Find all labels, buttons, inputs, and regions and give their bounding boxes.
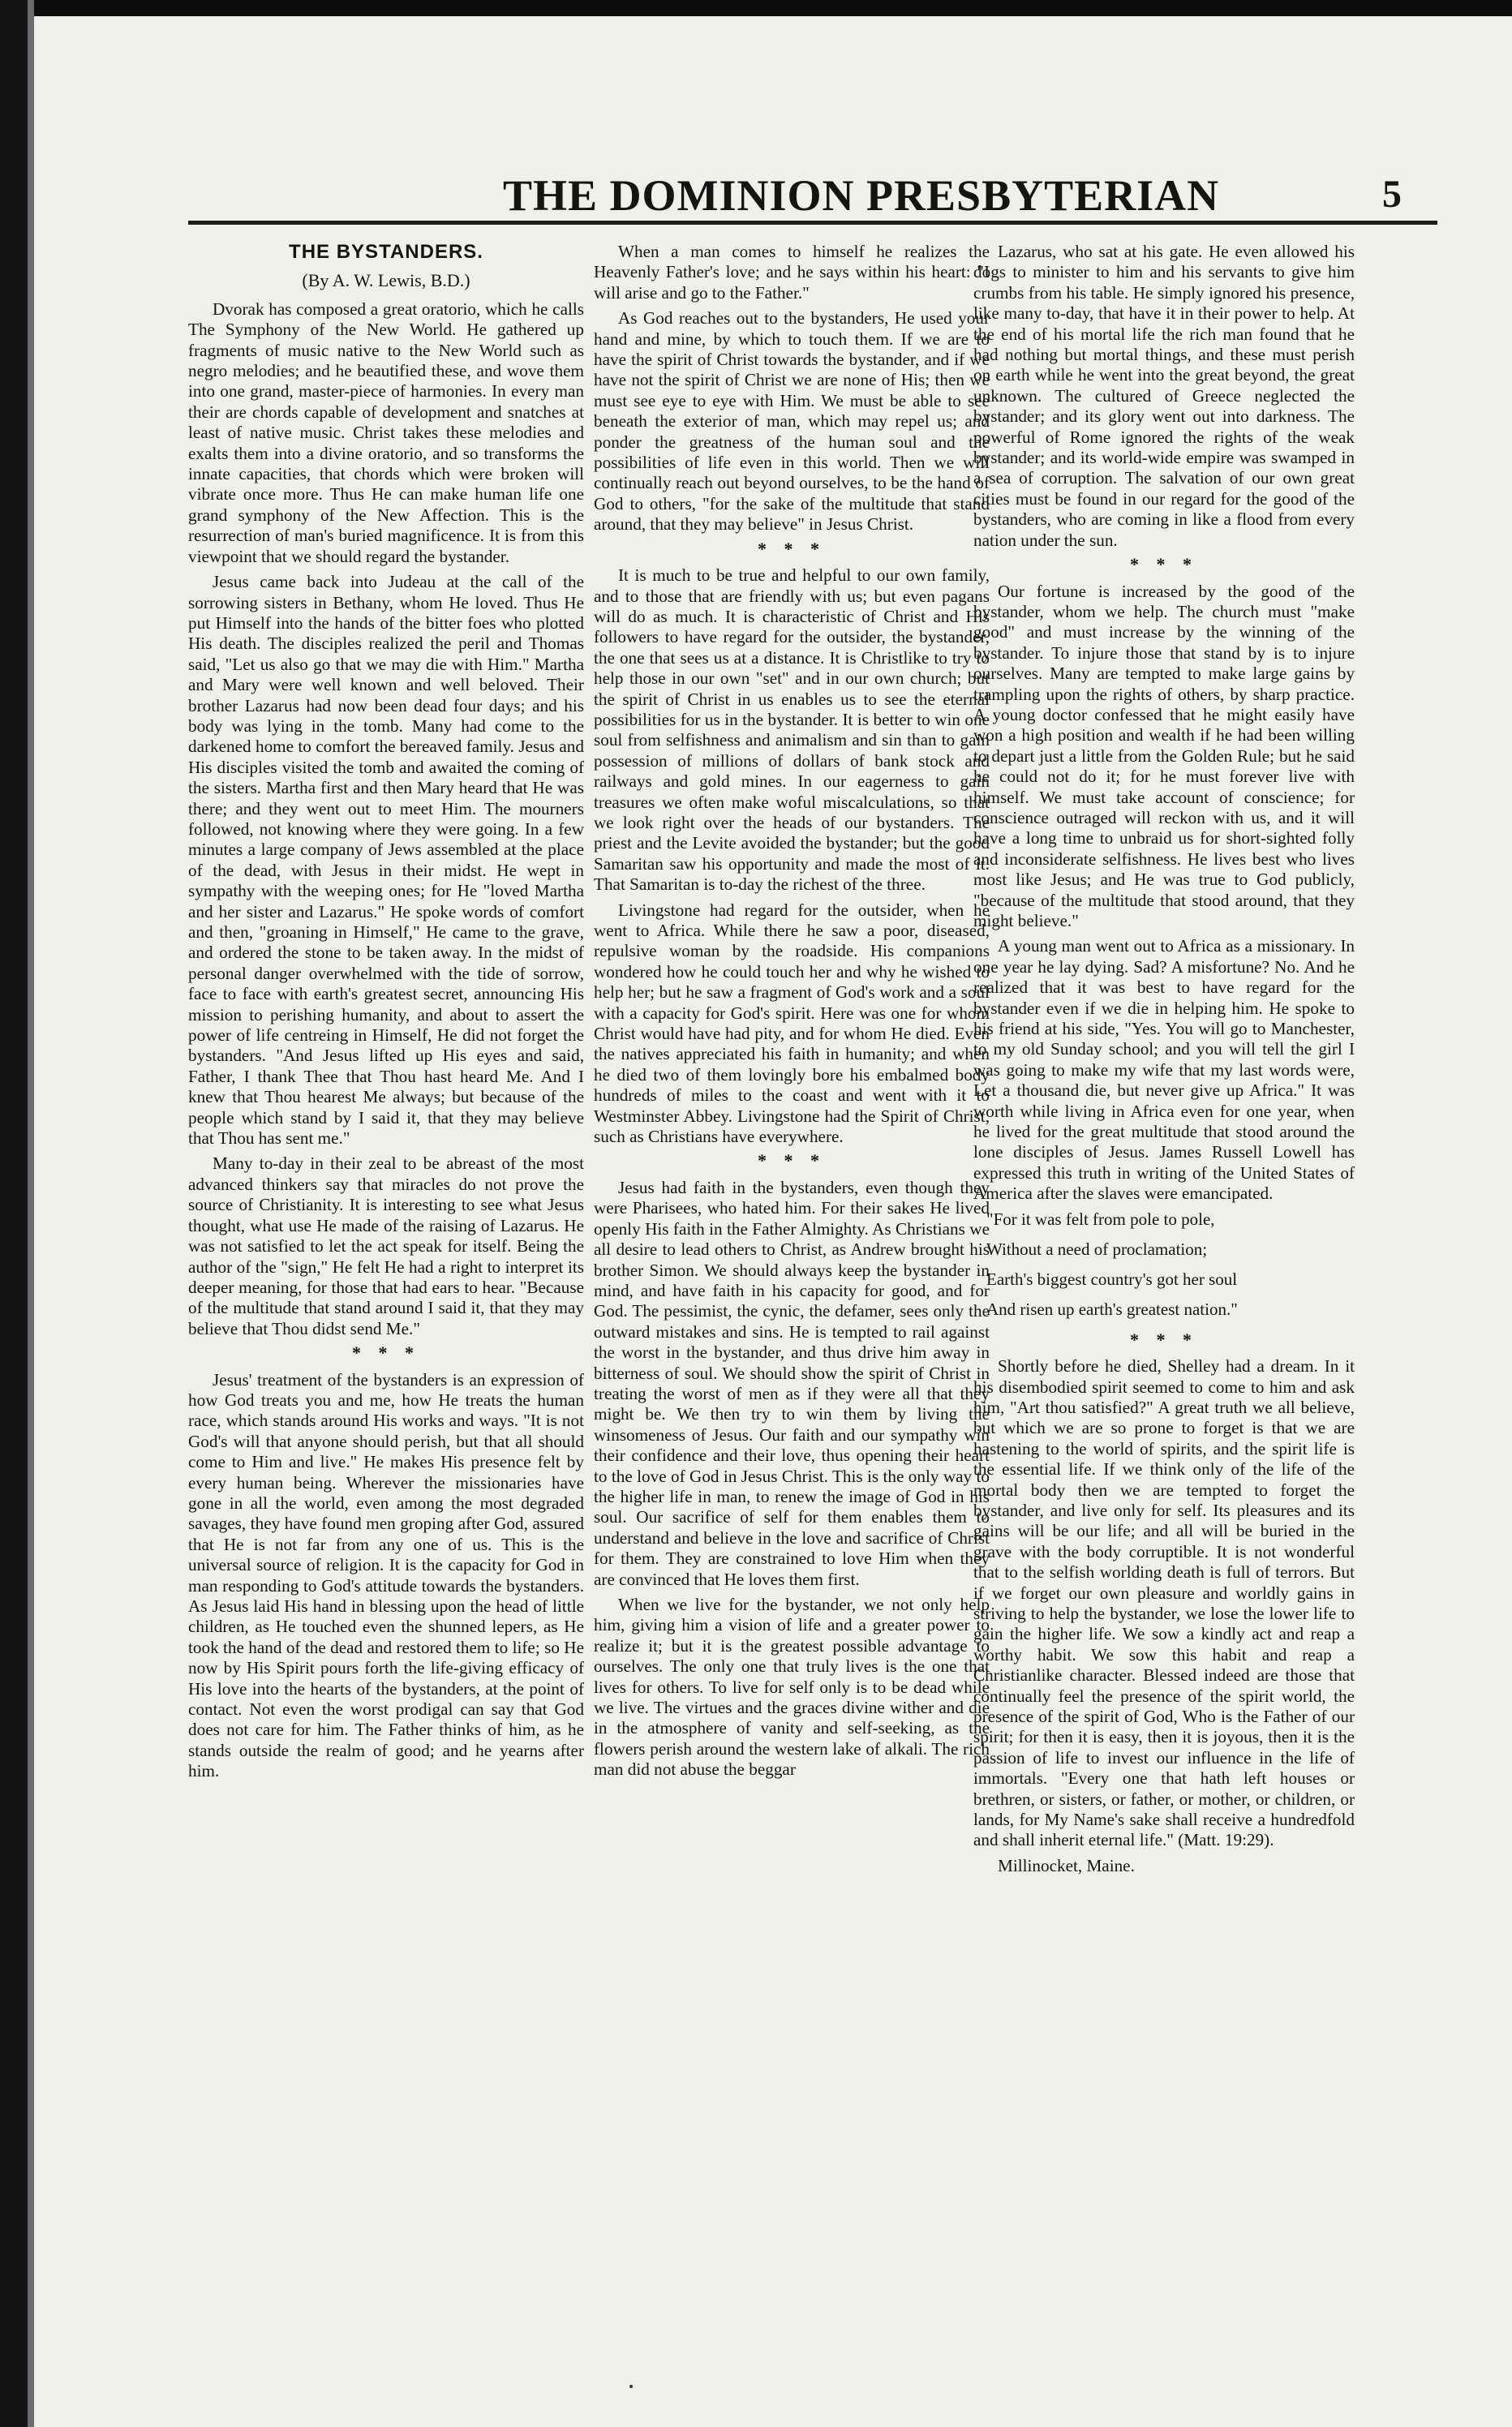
poem-line: Earth's biggest country's got her soul [986, 1269, 1238, 1289]
paragraph: Lazarus, who sat at his gate. He even allowed his dogs to minister to him and his servants to give him crumbs from his table. He simply ignored his presence, like many to-day, that have it in their power to help. At the end of his mortal life the rich man found that he had nothing but mortal things, and these must perish on earth while he went into the great beyond, the great unknown. The cultured of Greece neglected the bystander; and its glory went out into darkness. The powerful of Rome ignored the rights of the weak bystander; and its world-wide empire was swamped in a sea of corruption. The salvation of our own great cities must be found in our regard for the good of the bystanders, who are coming in like a flood from every nation under the sun. [973, 242, 1355, 550]
masthead-rule [188, 221, 1437, 225]
paragraph: When we live for the bystander, we not only help him, giving him a vision of life and a greater power to realize it; but it is the greatest possible advantage to ourselves. The only one that truly lives is the one that lives for others. To live for self only is to be dead while we live. The virtues and the graces divine wither and die in the atmosphere of vanity and self-seeking, as the flowers perish around the western lake of alkali. The rich man did not abuse the beggar [594, 1595, 990, 1780]
section-separator: * * * [758, 1150, 826, 1171]
scan-top-border [0, 0, 1512, 16]
column-1 [188, 242, 584, 2318]
paragraph: Jesus' treatment of the bystanders is an expression of how God treats you and me, how He treats the human race, which stands around His works and ways. "It is not God's will that anyone should perish, but that all should come to Him and live." He makes His presence felt by every human being. Wherever the missionaries have gone in all the world, even among the most degraded savages, they have found men groping after God, assured that He is not far from any one of us. This is the universal source of religion. It is the capacity for God in man responding to God's attitude towards the bystanders. As Jesus laid His hand in blessing upon the head of little children, as He touched even the shunned lepers, as He took the hand of the dead and restored them to life; so He now by His Spirit pours forth the life-giving efficacy of His love into the hearts of the bystanders, at the point of contact. Not even the worst prodigal can say that God does not care for him. The Father thinks of him, as he stands outside the realm of good; and he yearns after him. [188, 1369, 584, 1781]
masthead-title: THE DOMINION PRESBYTERIAN [503, 171, 1220, 220]
scan-left-edge [28, 0, 34, 2427]
author-location: Millinocket, Maine. [998, 1855, 1135, 1875]
section-separator: * * * [1130, 554, 1198, 575]
paragraph: As God reaches out to the bystanders, He used your hand and mine, by which to touch them. If we are to have the spirit of Christ towards the bystander, and if we have not the spirit of Christ we are none of His; then we must see eye to eye with Him. We must be able to see beneath the exterior of man, which may repel us; and ponder the greatness of the human soul and the possibilities of life even in this world. Then we will continually reach out beyond ourselves, to be the hand of God to others, "for the sake of the multitude that stand around, that they may believe" in Jesus Christ. [594, 308, 990, 535]
section-separator: * * * [1130, 1329, 1198, 1350]
article-title: THE BYSTANDERS. [289, 242, 483, 263]
paragraph: Jesus had faith in the bystanders, even though they were Pharisees, who hated him. For their sakes He lived openly His faith in the Father Almighty. As Christians we all desire to lead others to Christ, as Andrew brought his brother Simon. We should always keep the bystander in mind, and have faith in his capacity for good, and for God. The pessimist, the cynic, the defamer, sees only the outward mistakes and sins. He is tempted to rail against the worst in the bystander, and thus drive him away in bitterness of soul. We should show the spirit of Christ in treating the worst of men as if they were all that they might be. We then try to win them by living the winsomeness of Jesus. Our faith and our sympathy win their confidence and their love, thus opening their heart to the love of God in Jesus Christ. This is the only way to the higher life in man, to renew the image of God in his soul. Our sacrifice of self for them enables them to understand and believe in the love and sacrifice of Christ for them. They are constrained to love Him when they are convinced that He loves them first. [594, 1177, 990, 1589]
paragraph: Our fortune is increased by the good of the bystander, whom we help. The church must "make good" and must increase by the winning of the bystander. To injure those that stand by is to injure ourselves. Many are tempted to make large gains by trampling upon the rights of others, by sharp practice. A young doctor confessed that he might easily have won a high position and wealth if he had been willing to depart just a little from the Golden Rule; but he said he could not do it; for he must forever live with himself. We must take account of conscience; for conscience outraged will reckon with us, and it will have a long time to unbraid us for short-sighted folly and inconsiderate selfishness. He lives best who lives most like Jesus; and He was true to God publicly, "because of the multitude that stood around, that they might believe." [973, 581, 1355, 930]
page-number: 5 [1382, 173, 1402, 216]
paragraph: A young man went out to Africa as a missionary. In one year he lay dying. Sad? A misfortune? No. And he realized that it was best to have regard for the bystander even if we die in helping him. He spoke to his friend at his side, "Yes. You will go to Manchester, to my old Sunday school; and you will tell the girl I was going to make my wife that my last words were, Let a thousand die, but never give up Africa." It was worth while living in Africa even for one year, when he lived for the great multitude that stood around the lone disciples of Jesus. James Russell Lowell has expressed this truth in writing of the United States of America after the slaves were emancipated. [973, 936, 1355, 1204]
paragraph: Livingstone had regard for the outsider, when he went to Africa. While there he saw a poor, diseased, repulsive woman by the roadside. His companions wondered how he could touch her and why he wished to help her; but he saw a fragment of God's work and a soul with a capacity for God's spirit. Here was one for whom Christ would have had pity, and for whom He died. Even the natives appreciated his faith in humanity; and when he died two of them lovingly bore his embalmed body hundreds of miles to the coast and went with it to Westminster Abbey. Livingstone had the Spirit of Christ, such as Christians have everywhere. [594, 900, 990, 1147]
paragraph: Many to-day in their zeal to be abreast of the most advanced thinkers say that miracles do not prove the source of Christianity. It is interesting to see what Jesus thought, what use He made of the raising of Lazarus. He was not satisfied to let the act speak for itself. Being the author of the "sign," He felt He had a right to interpret its deeper meaning, for those that had ears to hear. "Because of the multitude that stand around I said it, that they may believe that Thou didst send Me." [188, 1153, 584, 1338]
section-separator: * * * [352, 1342, 420, 1364]
paragraph: Shortly before he died, Shelley had a dream. In it his disembodied spirit seemed to come to him and ask him, "Art thou satisfied?" A great truth we all believe, but which we are so prone to forget is that we are hastening to the world of spirits, and the spirit life is the essential life. If we think only of the life of the mortal body then we are tempted to forget the bystander, and live only for self. Its pleasures and its gains will be our life; and all will be buried in the grave with the body corruptible. It is not wonderful that to the selfish worlding death is full of terrors. But if we forget our own pleasure and worldly gains in striving to help the bystander, we lose the lower life to gain the higher life. We sow a kindly act and reap a worthy habit. We sow this habit and reap a Christianlike character. Blessed indeed are those that continually feel the presence of the spirit world, the presence of the spirit of God, Who is the Father of our spirit; for then it is easy, then it is joyous, then it is the passion of life to invest our influence in the life of immortals. "Every one that hath left houses or brethren, or sisters, or father, or mother, or children, or lands, for My Name's sake shall receive a hundredfold and shall inherit eternal life." (Matt. 19:29). [973, 1356, 1355, 1850]
scan-left-border [0, 0, 28, 2427]
article-byline: (By A. W. Lewis, B.D.) [302, 270, 470, 291]
poem-line: "For it was felt from pole to pole, [986, 1209, 1215, 1229]
section-separator: * * * [758, 538, 826, 559]
paragraph: Dvorak has composed a great oratorio, which he calls The Symphony of the New World. He gathered up fragments of music native to the New World such as negro melodies; and he beautified these, and wove them into one grand, master-piece of harmonies. In every man their are chords capable of development and snatches at least of native music. Christ takes these melodies and exalts them into a divine oratorio, and so transforms the innate capacities, that chords which were broken will vibrate once more. Thus He can make human life one grand symphony of the New Affection. This is the resurrection of man's buried magnificence. It is from this viewpoint that we should regard the bystander. [188, 299, 584, 566]
poem-quote [986, 1209, 1355, 1320]
column-3 [973, 242, 1355, 2318]
poem-line: And risen up earth's greatest nation." [986, 1299, 1238, 1319]
paragraph: When a man comes to himself he realizes the Heavenly Father's love; and he says within his heart: "I will arise and go to the Father." [594, 242, 990, 303]
poem-line: Without a need of proclamation; [986, 1239, 1208, 1259]
paragraph: Jesus came back into Judeau at the call of the sorrowing sisters in Bethany, whom He loved. Thus He put Himself into the hands of the bitter foes who plotted His death. The disciples realized the peril and Thomas said, "Let us also go that we may die with Him." Martha and Mary were well known and well beloved. Their brother Lazarus had now been dead four days; and his body was lying in the tomb. Many had come to the darkened home to comfort the bereaved family. Jesus and His disciples visited the tomb and awaited the coming of the sisters. Martha first and then Mary heard that He was there; and they went out to meet Him. The mourners followed, not knowing where they were going. In a few minutes a large company of Jews assembled at the place of the dead, with Jesus in their midst. He wept in sympathy with the weeping ones; for He "loved Martha and her sister and Lazarus." He spoke words of comfort and then, "groaning in Himself," He came to the grave, and ordered the stone to be taken away. In the midst of personal danger overwhelmed with the tide of sorrow, face to face with earth's greatest secret, announcing His mission to perishing humanity, and about to assert the power of life centreing in Himself, He did not forget the bystanders. "And Jesus lifted up His eyes and said, Father, I thank Thee that Thou hast heard Me. And I knew that Thou hearest Me always; but because of the people which stand by I said it, that they may believe that Thou has sent me." [188, 572, 584, 1149]
column-2 [594, 242, 990, 2318]
paragraph: It is much to be true and helpful to our own family, and to those that are friendly with us; but even pagans will do as much. It is characteristic of Christ and His followers to have regard for the outsider, the bystander, the one that sees us at a distance. It is Christlike to try to help those in our own "set" and in our own church; but the spirit of Christ in us enables us to see the eternal possibilities for us in the bystander. It is better to win one soul from selfishness and animalism and sin than to gain possession of millions of dollars of bank stock and railways and gold mines. In our eagerness to gain treasures we often make woful miscalculations, so that we look right over the heads of our bystanders. The priest and the Levite avoided the bystander; but the good Samaritan saw his opportunity and made the most of it. That Samaritan is to-day the richest of the three. [594, 565, 990, 895]
print-speck [629, 2385, 633, 2388]
